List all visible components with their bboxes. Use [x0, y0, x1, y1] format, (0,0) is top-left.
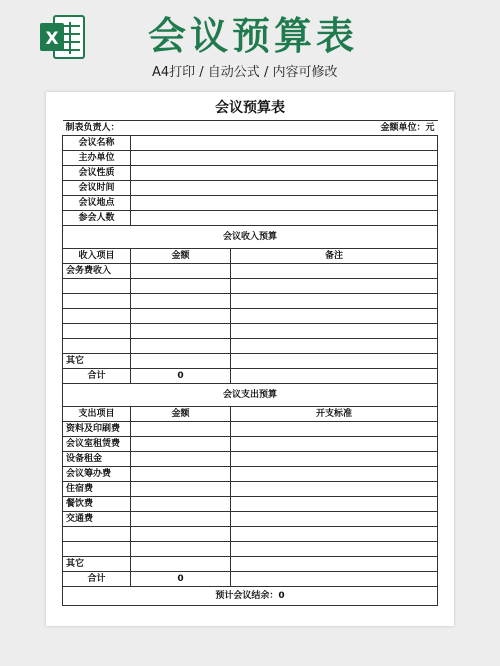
expense-standard-cell[interactable] [231, 437, 438, 452]
income-item[interactable] [63, 339, 131, 354]
balance-text: 预计会议结余：0 [63, 587, 438, 606]
table-row [63, 527, 438, 542]
expense-header-standard: 开支标准 [231, 407, 438, 422]
table-row [63, 452, 438, 467]
income-total-note-cell[interactable] [231, 369, 438, 384]
expense-amount-cell[interactable] [131, 527, 231, 542]
table-row [63, 324, 438, 339]
expense-amount-cell[interactable] [131, 557, 231, 572]
income-note-cell[interactable] [231, 279, 438, 294]
expense-header-item: 支出项目 [63, 407, 131, 422]
table-row [63, 437, 438, 452]
expense-amount-cell[interactable] [131, 422, 231, 437]
expense-amount-cell[interactable] [131, 467, 231, 482]
table-row [63, 422, 438, 437]
income-amount-cell[interactable] [131, 279, 231, 294]
info-row [63, 196, 438, 211]
expense-section-title: 会议支出预算 [63, 384, 438, 407]
expense-item[interactable]: 资料及印刷费 [63, 422, 131, 437]
income-header-item: 收入项目 [63, 249, 131, 264]
expense-section-row [63, 384, 438, 407]
page-header [0, 0, 500, 92]
expense-total-value: 0 [131, 572, 231, 587]
sheet-paper [46, 92, 454, 626]
info-label: 参会人数 [63, 211, 131, 226]
income-note-cell[interactable] [231, 354, 438, 369]
income-section-title: 会议收入预算 [63, 226, 438, 249]
expense-standard-cell[interactable] [231, 497, 438, 512]
income-amount-cell[interactable] [131, 309, 231, 324]
expense-header-row [63, 407, 438, 422]
excel-icon-letter: X [45, 29, 59, 49]
meta-row [63, 121, 438, 136]
info-row [63, 211, 438, 226]
expense-amount-cell[interactable] [131, 437, 231, 452]
income-header-row [63, 249, 438, 264]
unit-label: 金额单位：元 [231, 121, 438, 136]
expense-standard-cell[interactable] [231, 512, 438, 527]
income-note-cell[interactable] [231, 339, 438, 354]
table-row [63, 309, 438, 324]
expense-item[interactable]: 设备租金 [63, 452, 131, 467]
info-label: 会议性质 [63, 166, 131, 181]
maker-label: 制表负责人： [63, 121, 231, 136]
income-note-cell[interactable] [231, 324, 438, 339]
balance-row [63, 587, 438, 606]
info-label: 会议名称 [63, 136, 131, 151]
info-row [63, 181, 438, 196]
table-row [63, 482, 438, 497]
income-header-note: 备注 [231, 249, 438, 264]
info-label: 会议地点 [63, 196, 131, 211]
income-amount-cell[interactable] [131, 264, 231, 279]
budget-table [62, 96, 438, 606]
table-row [63, 542, 438, 557]
expense-standard-cell[interactable] [231, 482, 438, 497]
expense-amount-cell[interactable] [131, 452, 231, 467]
expense-amount-cell[interactable] [131, 482, 231, 497]
table-row [63, 294, 438, 309]
expense-amount-cell[interactable] [131, 497, 231, 512]
table-row [63, 512, 438, 527]
income-item[interactable] [63, 324, 131, 339]
info-value-cell[interactable] [131, 181, 438, 196]
table-row [63, 557, 438, 572]
income-amount-cell[interactable] [131, 354, 231, 369]
income-total-value: 0 [131, 369, 231, 384]
income-note-cell[interactable] [231, 309, 438, 324]
expense-header-amount: 金额 [131, 407, 231, 422]
income-item[interactable]: 会务费收入 [63, 264, 131, 279]
income-amount-cell[interactable] [131, 324, 231, 339]
income-note-cell[interactable] [231, 294, 438, 309]
expense-item[interactable] [63, 542, 131, 557]
expense-total-label: 合计 [63, 572, 131, 587]
expense-amount-cell[interactable] [131, 512, 231, 527]
income-section-row [63, 226, 438, 249]
income-item[interactable]: 其它 [63, 354, 131, 369]
table-row [63, 497, 438, 512]
income-note-cell[interactable] [231, 264, 438, 279]
info-row [63, 136, 438, 151]
income-amount-cell[interactable] [131, 339, 231, 354]
income-total-row [63, 369, 438, 384]
table-row [63, 264, 438, 279]
info-value-cell[interactable] [131, 196, 438, 211]
excel-icon [38, 12, 88, 62]
table-row [63, 339, 438, 354]
info-label: 会议时间 [63, 181, 131, 196]
expense-standard-cell[interactable] [231, 557, 438, 572]
income-total-label: 合计 [63, 369, 131, 384]
expense-standard-cell[interactable] [231, 467, 438, 482]
expense-item[interactable]: 会议筹办费 [63, 467, 131, 482]
expense-standard-cell[interactable] [231, 422, 438, 437]
expense-item[interactable]: 其它 [63, 557, 131, 572]
income-amount-cell[interactable] [131, 294, 231, 309]
info-value-cell[interactable] [131, 166, 438, 181]
expense-standard-cell[interactable] [231, 542, 438, 557]
info-row [63, 151, 438, 166]
table-row [63, 467, 438, 482]
expense-item[interactable] [63, 527, 131, 542]
income-item[interactable] [63, 309, 131, 324]
info-label: 主办单位 [63, 151, 131, 166]
expense-item[interactable]: 餐饮费 [63, 497, 131, 512]
expense-item[interactable]: 交通费 [63, 512, 131, 527]
expense-item[interactable]: 住宿费 [63, 482, 131, 497]
income-item[interactable] [63, 279, 131, 294]
document-subtitle: A4打印 / 自动公式 / 内容可修改 [152, 65, 338, 80]
info-value-cell[interactable] [131, 136, 438, 151]
expense-standard-cell[interactable] [231, 527, 438, 542]
income-header-amount: 金额 [131, 249, 231, 264]
table-row [63, 279, 438, 294]
expense-amount-cell[interactable] [131, 542, 231, 557]
info-row [63, 166, 438, 181]
sheet-title-row [63, 96, 438, 121]
table-row [63, 354, 438, 369]
expense-total-standard-cell[interactable] [231, 572, 438, 587]
expense-total-row [63, 572, 438, 587]
document-title: 会议预算表 [148, 14, 359, 58]
sheet-title: 会议预算表 [63, 96, 438, 121]
expense-standard-cell[interactable] [231, 452, 438, 467]
info-value-cell[interactable] [131, 211, 438, 226]
info-value-cell[interactable] [131, 151, 438, 166]
expense-item[interactable]: 会议室租赁费 [63, 437, 131, 452]
income-item[interactable] [63, 294, 131, 309]
